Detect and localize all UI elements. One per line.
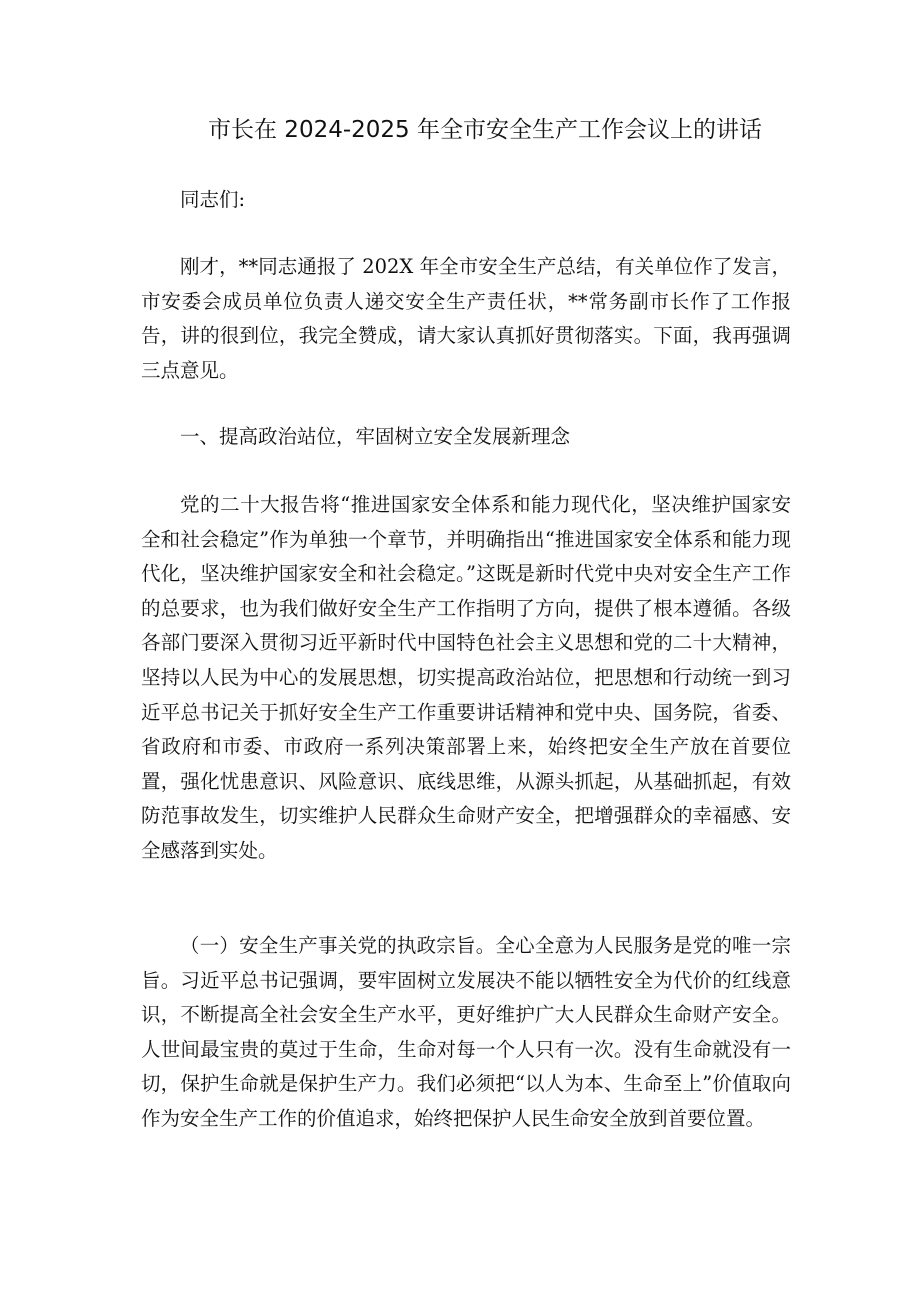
subsection-1-paragraph: （一）安全生产事关党的执政宗旨。全心全意为人民服务是党的唯一宗旨。习近平总书记强调，要牢固树立发展决不能以牺牲安全为代价的红线意识，不断提高全社会安全生产水平，更好维护广大人民群众生命财产安全。人世间最宝贵的莫过于生命，生命对每一个人只有一次。没有生命就没有一切，保护生命就是保护生产力。我们必须把“以人为本、生命至上”价值取向作为安全生产工作的价值追求，始终把保护人民生命安全放到首要位置。: [141, 934, 791, 1130]
salutation: 同志们:: [180, 188, 246, 211]
opening-paragraph: 刚才，**同志通报了 202X 年全市安全生产总结，有关单位作了发言，市安委会成员单位负责人递交安全生产责任状，**常务副市长作了工作报告，讲的很到位，我完全赞成，请大家认真抓好贯彻落实。下面，我再强调三点意见。: [141, 255, 791, 382]
section-1-paragraph: 党的二十大报告将“推进国家安全体系和能力现代化，坚决维护国家安全和社会稳定”作为单独一个章节，并明确指出“推进国家安全体系和能力现代化，坚决维护国家安全和社会稳定。”这既是新时代党中央对安全生产工作的总要求，也为我们做好安全生产工作指明了方向，提供了根本遵循。各级各部门要深入贯彻习近平新时代中国特色社会主义思想和党的二十大精神，坚持以人民为中心的发展思想，切实提高政治站位，把思想和行动统一到习近平总书记关于抓好安全生产工作重要讲话精神和党中央、国务院，省委、省政府和市委、市政府一系列决策部署上来，始终把安全生产放在首要位置，强化忧患意识、风险意识、底线思维，从源头抓起，从基础抓起，有效防范事故发生，切实维护人民群众生命财产安全，把增强群众的幸福感、安全感落到实处。: [141, 493, 791, 862]
document-title: 市长在 2024-2025 年全市安全生产工作会议上的讲话: [208, 117, 762, 143]
section-heading-1: 一、提高政治站位，牢固树立安全发展新理念: [180, 425, 571, 448]
